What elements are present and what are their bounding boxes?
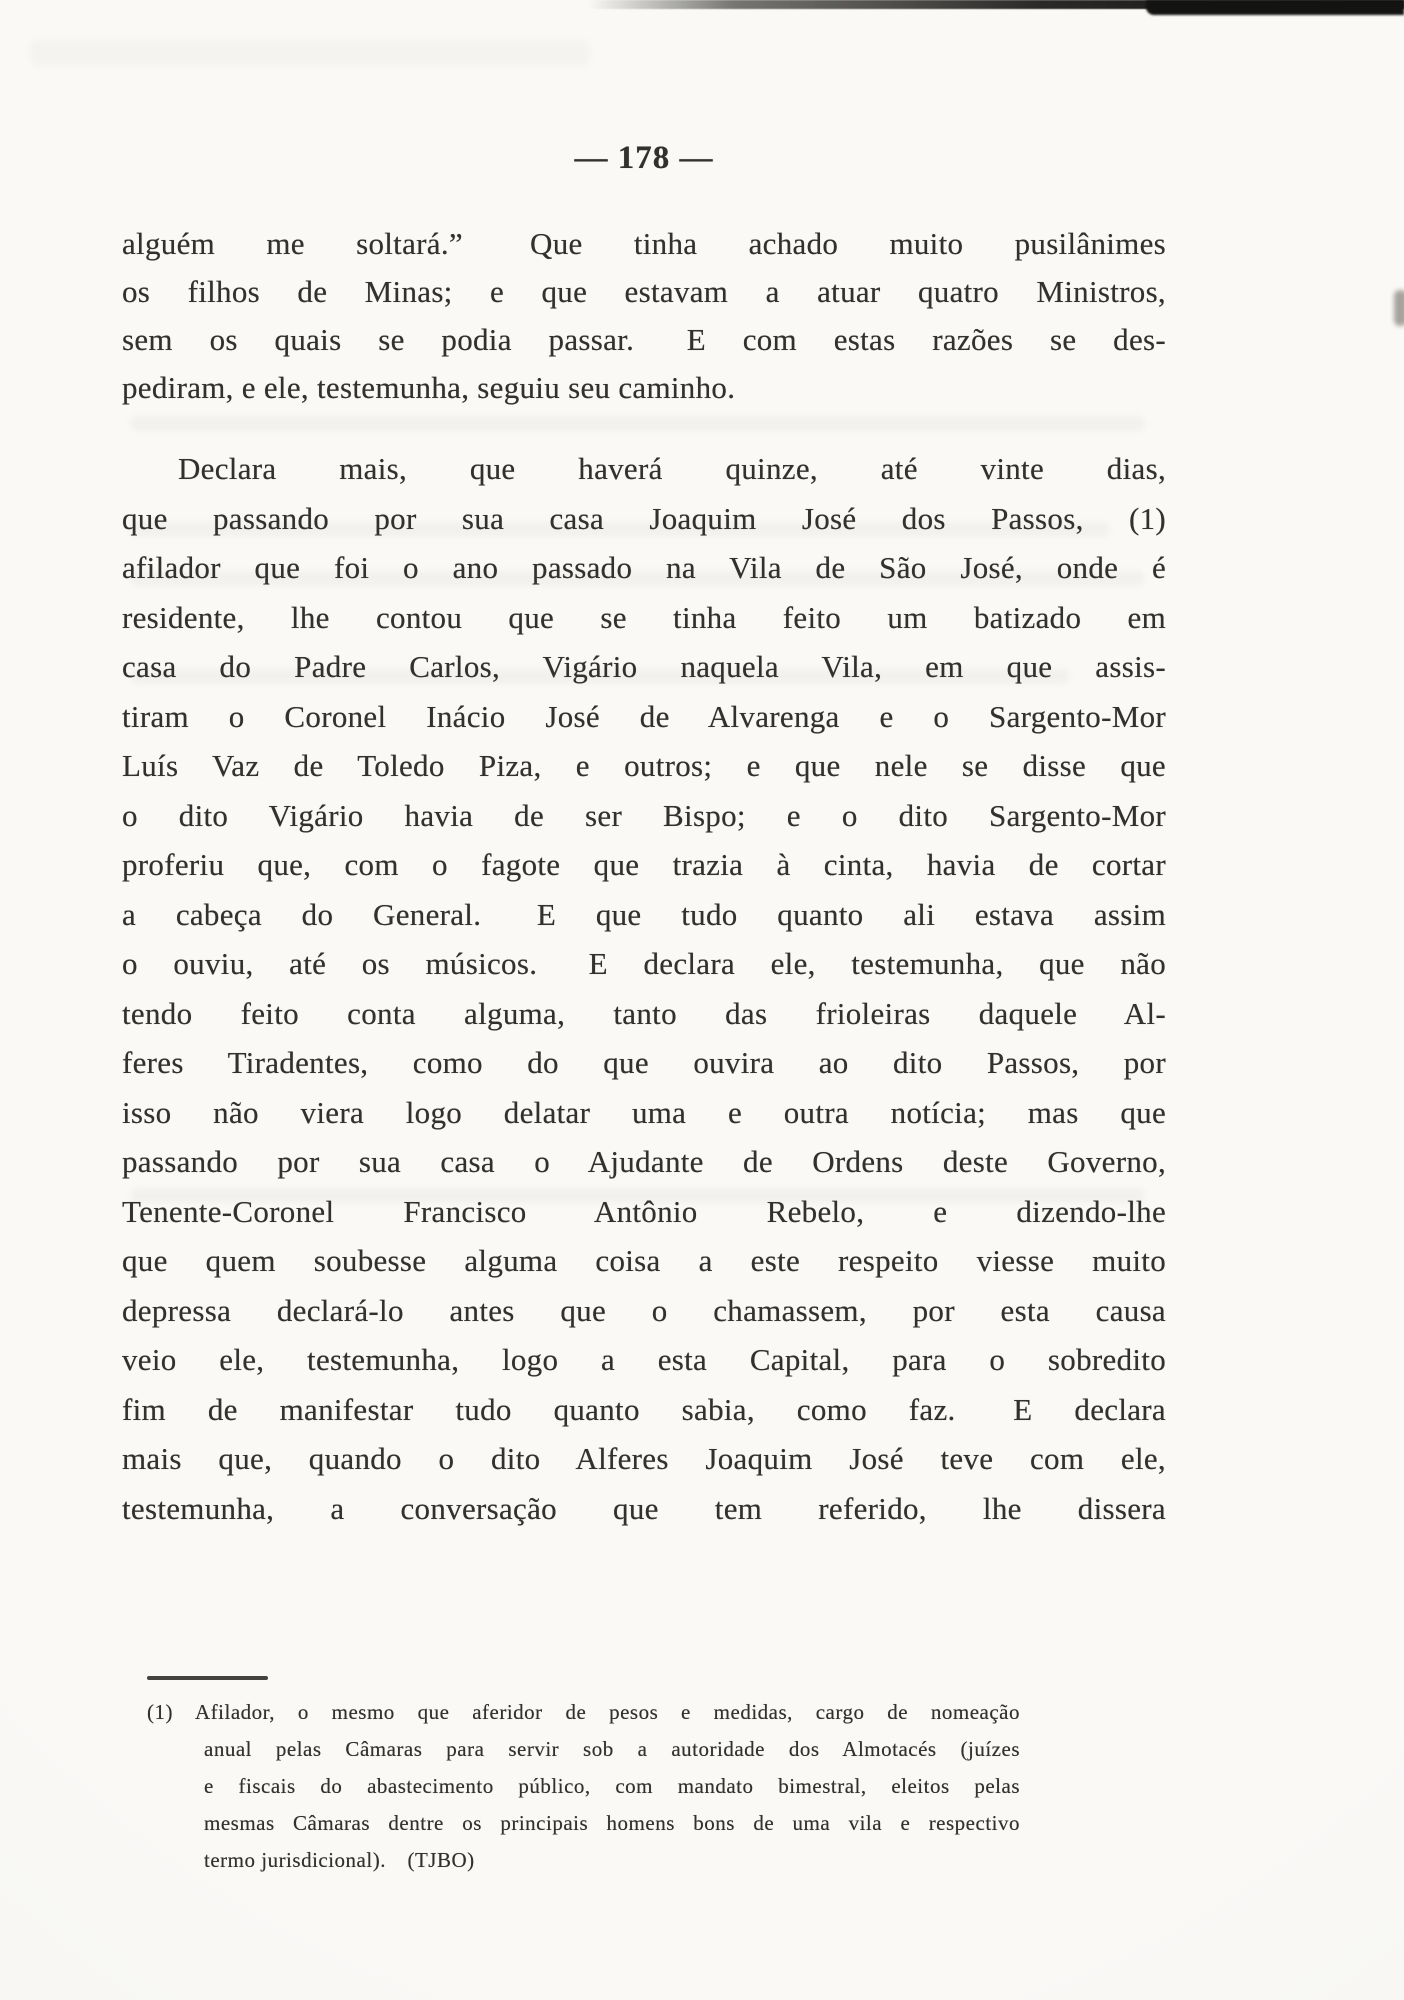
text-line: veio ele, testemunha, logo a esta Capital, para o sobredito: [122, 1342, 1166, 1377]
scan-artifact-right-edge-mark: [1394, 290, 1404, 326]
text-line: alguém me soltará.” Que tinha achado muito pusilânimes: [122, 226, 1166, 261]
text-line: proferiu que, com o fagote que trazia à cinta, havia de cortar: [122, 847, 1166, 882]
text-line: que passando por sua casa Joaquim José dos Passos, (1): [122, 500, 1166, 536]
text-line: fim de manifestar tudo quanto sabia, como faz. E declara: [122, 1391, 1166, 1427]
text-line: tendo feito conta alguma, tanto das frioleiras daquele Al-: [122, 995, 1166, 1031]
text-line: Declara mais, que haverá quinze, até vinte dias,: [178, 451, 1166, 486]
footnote-line: anual pelas Câmaras para servir sob a autoridade dos Almotacés (juízes: [204, 1737, 1020, 1761]
footnote-text: Afilador, o mesmo que aferidor de pesos e medidas, cargo de nomeação: [195, 1700, 1020, 1724]
text-line: sem os quais se podia passar. E com estas razões se des-: [122, 322, 1166, 357]
paragraph-1: [122, 220, 1166, 412]
footnote-rule: [147, 1676, 268, 1680]
text-line: Tenente-Coronel Francisco Antônio Rebelo, e dizendo-lhe: [122, 1193, 1166, 1229]
bleedthrough-artifact: [30, 40, 590, 66]
body-text: [122, 220, 1166, 1533]
footnote-marker: (1): [147, 1700, 173, 1724]
footnote-line: termo jurisdicional). (TJBO): [204, 1848, 475, 1872]
text-line: isso não viera logo delatar uma e outra notícia; mas que: [122, 1094, 1166, 1130]
text-line: Luís Vaz de Toledo Piza, e outros; e que nele se disse que: [122, 748, 1166, 783]
text-line: a cabeça do General. E que tudo quanto ali estava assim: [122, 896, 1166, 932]
footnote: [147, 1694, 1020, 1879]
text-line: residente, lhe contou que se tinha feito um batizado em: [122, 599, 1166, 635]
paragraph-2: [122, 444, 1166, 1533]
footnote-line: mesmas Câmaras dentre os principais homens bons de uma vila e respectivo: [204, 1811, 1020, 1835]
text-line: feres Tiradentes, como do que ouvira ao dito Passos, por: [122, 1045, 1166, 1080]
text-line: casa do Padre Carlos, Vigário naquela Vila, em que assis-: [122, 649, 1166, 684]
scan-artifact-top-right-corner: [1146, 0, 1404, 15]
text-line: que quem soubesse alguma coisa a este respeito viesse muito: [122, 1243, 1166, 1278]
text-line: o ouviu, até os músicos. E declara ele, testemunha, que não: [122, 946, 1166, 981]
text-line: o dito Vigário havia de ser Bispo; e o dito Sargento-Mor: [122, 797, 1166, 833]
page-number: — 178 —: [574, 140, 714, 176]
text-line: tiram o Coronel Inácio José de Alvarenga e o Sargento-Mor: [122, 698, 1166, 734]
text-line: os filhos de Minas; e que estavam a atuar quatro Ministros,: [122, 274, 1166, 309]
text-line: afilador que foi o ano passado na Vila de São José, onde é: [122, 550, 1166, 585]
text-line: mais que, quando o dito Alferes Joaquim José teve com ele,: [122, 1441, 1166, 1476]
text-line: testemunha, a conversação que tem referido, lhe dissera: [122, 1490, 1166, 1526]
footnote-line: e fiscais do abastecimento público, com mandato bimestral, eleitos pelas: [204, 1774, 1020, 1798]
footnote-line: [147, 1694, 1020, 1731]
text-line: pediram, e ele, testemunha, seguiu seu caminho.: [122, 370, 736, 405]
text-line: depressa declará-lo antes que o chamassem, por esta causa: [122, 1292, 1166, 1328]
text-line: passando por sua casa o Ajudante de Ordens deste Governo,: [122, 1144, 1166, 1179]
